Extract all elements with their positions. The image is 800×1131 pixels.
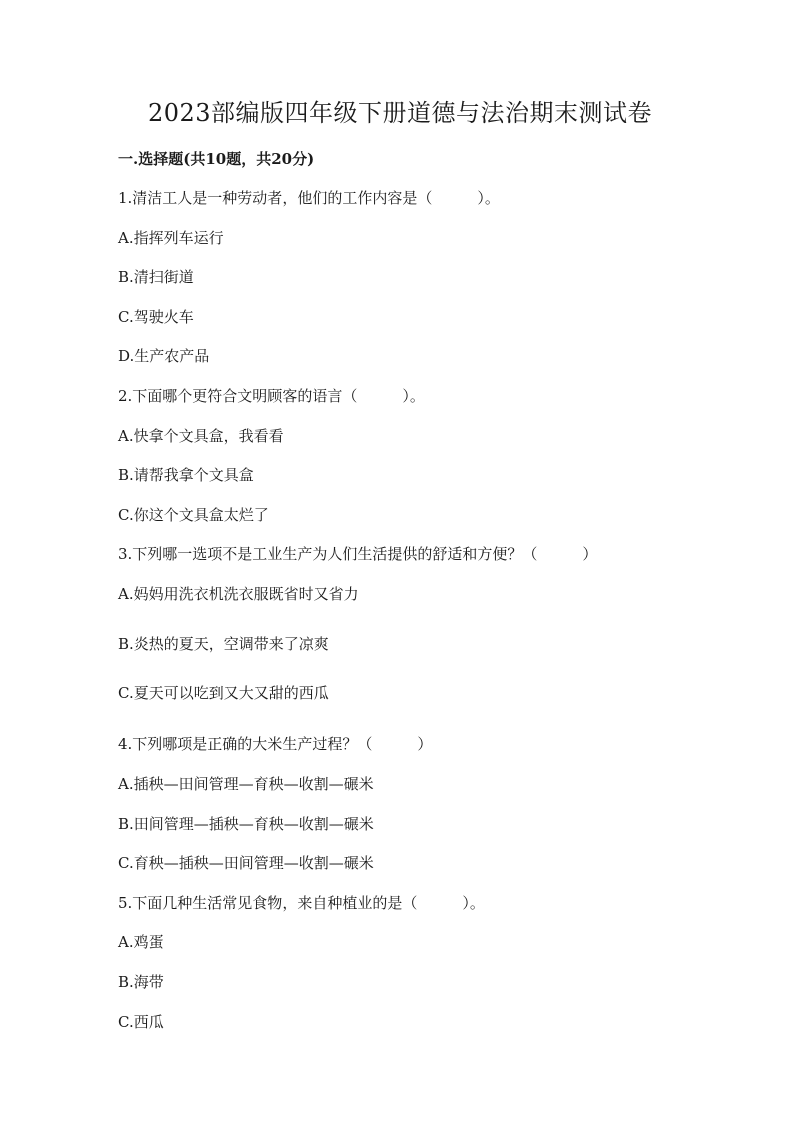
question-3-option-c: C.夏天可以吃到又大又甜的西瓜 [118, 684, 329, 702]
question-3-stem: 3.下列哪一选项不是工业生产为人们生活提供的舒适和方便？（ ） [118, 545, 598, 563]
question-2-stem: 2.下面哪个更符合文明顾客的语言（ ）。 [118, 387, 425, 405]
question-1-option-d: D.生产农产品 [118, 347, 210, 365]
page-title: 2023部编版四年级下册道德与法治期末测试卷 [147, 99, 653, 127]
question-2-option-c: C.你这个文具盒太烂了 [118, 506, 269, 524]
question-3-option-b: B.炎热的夏天，空调带来了凉爽 [118, 635, 329, 653]
question-5-stem: 5.下面几种生活常见食物，来自种植业的是（ ）。 [118, 894, 485, 912]
question-4-stem: 4.下列哪项是正确的大米生产过程？（ ） [118, 735, 433, 753]
question-4-option-c: C.育秧—插秧—田间管理—收割—碾米 [118, 854, 374, 872]
question-4-option-a: A.插秧—田间管理—育秧—收割—碾米 [118, 775, 374, 793]
question-4-option-b: B.田间管理—插秧—育秧—收割—碾米 [118, 815, 374, 833]
question-2-option-b: B.请帮我拿个文具盒 [118, 466, 254, 484]
question-5-option-c: C.西瓜 [118, 1013, 164, 1031]
question-1-stem: 1.清洁工人是一种劳动者，他们的工作内容是（ ）。 [118, 189, 500, 207]
question-5-option-b: B.海带 [118, 973, 164, 991]
question-5-option-a: A.鸡蛋 [118, 933, 164, 951]
question-2-option-a: A.快拿个文具盒，我看看 [118, 427, 284, 445]
question-1-option-c: C.驾驶火车 [118, 308, 194, 326]
question-3-option-a: A.妈妈用洗衣机洗衣服既省时又省力 [118, 585, 359, 603]
question-1-option-a: A.指挥列车运行 [118, 229, 224, 247]
question-1-option-b: B.清扫街道 [118, 268, 194, 286]
section-heading: 一.选择题(共10题，共20分) [118, 150, 315, 168]
